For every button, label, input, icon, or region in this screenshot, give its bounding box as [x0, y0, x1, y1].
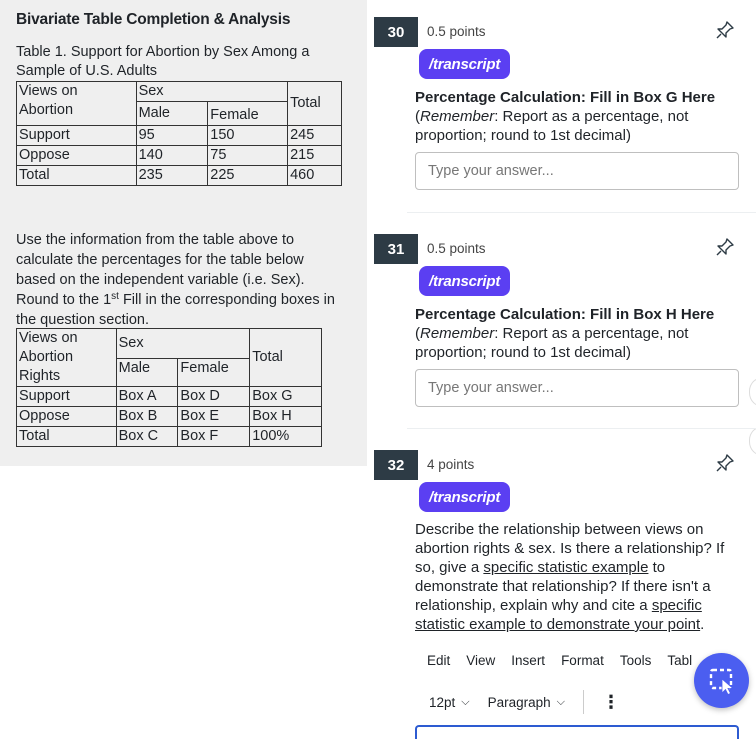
table1-male-header: Male — [136, 102, 208, 126]
cell: Box B — [116, 407, 178, 427]
cell: Box H — [250, 407, 322, 427]
row-label: Total — [17, 427, 117, 447]
answer-input[interactable]: Type your answer... — [415, 369, 739, 407]
chevron-down-icon: ⌵ — [461, 695, 470, 708]
row-label: Support — [17, 387, 117, 407]
row-label: Oppose — [17, 407, 117, 427]
cell: Box E — [178, 407, 250, 427]
row-label: Support — [17, 126, 137, 146]
table-row — [17, 146, 342, 166]
instructions-text: Use the information from the table above to calculate the percentages for the table below based on the independent variable (i.e. Sex). Round to the 1st Fill in the corresponding boxes in the question section. — [16, 232, 335, 328]
table1-female-header: Female — [208, 102, 288, 126]
table1-total-header: Total — [288, 82, 342, 126]
pin-icon[interactable] — [715, 237, 735, 257]
cell: 100% — [250, 427, 322, 447]
question-points: 0.5 points — [427, 24, 486, 39]
transcript-button[interactable]: /transcript — [419, 482, 510, 512]
cell: 140 — [136, 146, 208, 166]
toolbar-separator — [583, 690, 584, 714]
menu-edit[interactable]: Edit — [427, 653, 451, 668]
chevron-down-icon: ⌵ — [556, 695, 566, 708]
answer-input[interactable]: Type your answer... — [415, 152, 739, 190]
cell: Box F — [178, 427, 250, 447]
editor-menubar — [427, 653, 708, 668]
pin-icon[interactable] — [715, 453, 735, 473]
question-text: Percentage Calculation: Fill in Box H Here (Remember: Report as a percentage, not proportion; round to 1st decimal) — [415, 306, 715, 361]
menu-table[interactable]: Tabl — [667, 653, 693, 668]
question-text: Percentage Calculation: Fill in Box G Here (Remember: Report as a percentage, not proportion; round to 1st decimal) — [415, 89, 716, 144]
cell: 75 — [208, 146, 288, 166]
table-row — [17, 407, 322, 427]
row-label: Oppose — [17, 146, 137, 166]
cell: Box A — [116, 387, 178, 407]
cell: Box D — [178, 387, 250, 407]
transcript-button[interactable]: /transcript — [419, 266, 510, 296]
row-label: Total — [17, 166, 137, 186]
screen-capture-button[interactable] — [694, 653, 749, 708]
table2-sex-header: Sex — [116, 329, 250, 359]
cell: 245 — [288, 126, 342, 146]
cell: 95 — [136, 126, 208, 146]
cell: 235 — [136, 166, 208, 186]
table2 — [16, 328, 322, 447]
question-number-32: 32 — [374, 450, 418, 480]
table2-views-header: Views on Abortion Rights — [17, 329, 117, 387]
question-points: 0.5 points — [427, 241, 486, 256]
pin-icon[interactable] — [715, 20, 735, 40]
menu-view[interactable]: View — [466, 653, 496, 668]
table2-male-header: Male — [116, 359, 178, 387]
table1 — [16, 81, 342, 186]
block-format-dropdown[interactable]: Paragraph ⌵ — [487, 694, 566, 710]
question-text: Describe the relationship between views on abortion rights & sex. Is there a relationship? If so, give a specific statistic example to demonstrate that relationship? If there isn't a relationship, explain why and cite a specific statistic example to demonstrate your point. — [415, 521, 725, 633]
table2-female-header: Female — [178, 359, 250, 387]
question-points: 4 points — [427, 457, 475, 472]
side-handle[interactable] — [749, 426, 756, 456]
cell: 460 — [288, 166, 342, 186]
cell: Box G — [250, 387, 322, 407]
question-number-30: 30 — [374, 17, 418, 47]
table2-total-header: Total — [250, 329, 322, 387]
table-row — [17, 427, 322, 447]
editor-toolbar — [429, 690, 620, 714]
menu-insert[interactable]: Insert — [511, 653, 546, 668]
font-size-dropdown[interactable]: 12pt ⌵ — [429, 694, 470, 710]
screen-select-icon — [707, 666, 737, 696]
panel-title: Bivariate Table Completion & Analysis — [16, 11, 291, 28]
table-row — [17, 387, 322, 407]
table1-caption: Table 1. Support for Abortion by Sex Among a Sample of U.S. Adults — [16, 44, 310, 79]
instructions-panel — [0, 0, 367, 466]
side-handle[interactable] — [749, 377, 756, 407]
divider — [407, 428, 756, 429]
question-panel — [367, 0, 756, 737]
table1-views-header: Views on Abortion — [17, 82, 137, 126]
transcript-button[interactable]: /transcript — [419, 49, 510, 79]
menu-tools[interactable]: Tools — [619, 653, 652, 668]
divider — [407, 212, 756, 213]
more-options-icon[interactable]: ⋮ — [602, 691, 621, 712]
table-row — [17, 126, 342, 146]
cell: 225 — [208, 166, 288, 186]
cell: Box C — [116, 427, 178, 447]
question-number-31: 31 — [374, 234, 418, 264]
table1-sex-header: Sex — [136, 82, 288, 102]
cell: 215 — [288, 146, 342, 166]
table-row — [17, 166, 342, 186]
menu-format[interactable]: Format — [561, 653, 604, 668]
cell: 150 — [208, 126, 288, 146]
